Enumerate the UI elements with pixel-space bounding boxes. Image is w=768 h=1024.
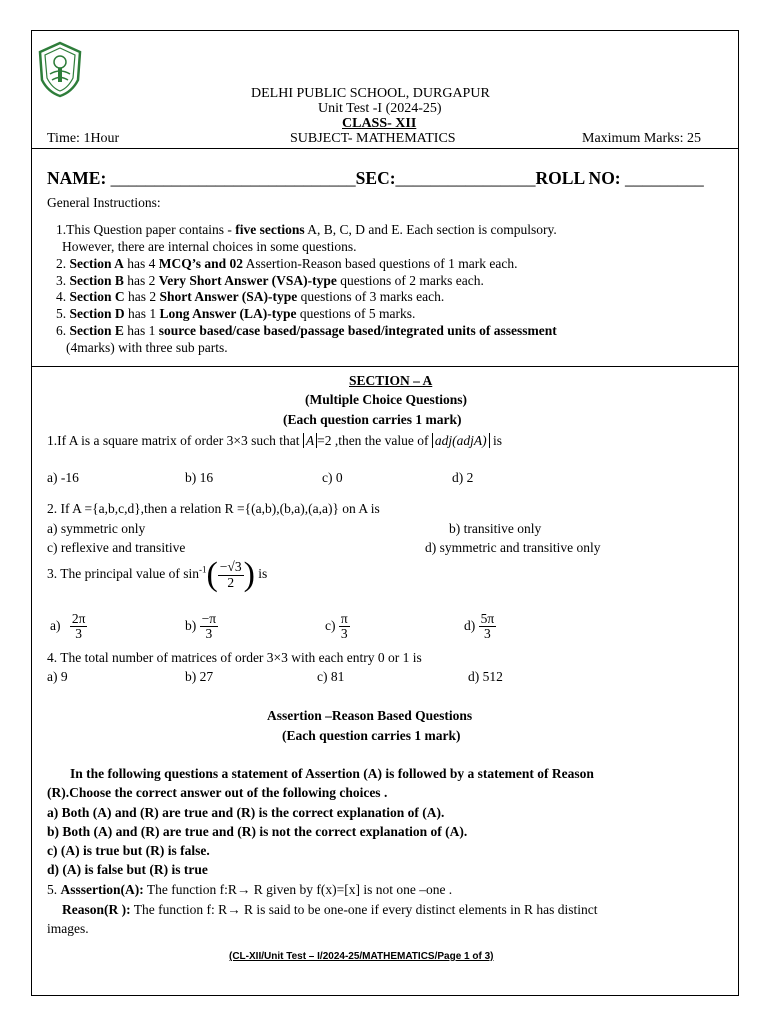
question-3: 3. The principal value of $\sin^{-1}$( $\frac{-√3}{2}$ ) is <box>47 556 268 593</box>
header-divider <box>31 148 739 149</box>
assertion-intro-2: (R).Choose the correct answer out of the following choices . <box>47 785 388 800</box>
q1-option-b: b) 16 <box>185 470 214 485</box>
instruction-3: 3. Section B has 2 Very Short Answer (VSA)-type questions of 2 marks each. <box>56 273 484 288</box>
sec-blank[interactable]: ________________ <box>395 168 536 188</box>
q2-option-a: a) symmetric only <box>47 521 146 536</box>
ar-option-b: b) Both (A) and (R) are true and (R) is not the correct explanation of (A). <box>47 824 468 839</box>
instruction-1: 1.This Question paper contains - five sections A, B, C, D and E. Each section is compulsory. <box>56 222 557 237</box>
time-label: Time: 1Hour <box>47 131 120 146</box>
q1-option-c: c) 0 <box>322 470 343 485</box>
name-label: NAME: <box>47 168 107 188</box>
sec-label: SEC: <box>355 168 396 188</box>
q3-option-a: a) $\frac{2\pi}{3}$ <box>50 611 86 642</box>
instruction-6: 6. Section E has 1 source based/case based/passage based/integrated units of assessment <box>56 323 557 338</box>
question-5-reason: Reason(R ): The function f: R→ R is said to be one-one if every distinct elements in R has distinct <box>62 902 598 917</box>
class-label: CLASS- XII <box>342 116 417 131</box>
assertion-title: Assertion –Reason Based Questions <box>267 708 473 723</box>
q2-option-c: c) reflexive and transitive <box>47 540 186 555</box>
q1-option-d: d) 2 <box>452 470 474 485</box>
assertion-marks: (Each question carries 1 mark) <box>282 728 461 743</box>
instruction-2: 2. Section A has 4 MCQ’s and 02 Assertion-Reason based questions of 1 mark each. <box>56 256 518 271</box>
max-marks-label: Maximum Marks: 25 <box>582 131 701 146</box>
school-name: DELHI PUBLIC SCHOOL, DURGAPUR <box>251 86 490 101</box>
q2-option-b: b) transitive only <box>449 521 542 536</box>
instruction-1-cont: However, there are internal choices in some questions. <box>62 239 357 254</box>
assertion-intro-1: In the following questions a statement of Assertion (A) is followed by a statement of Reason <box>70 766 594 781</box>
ar-option-c: c) (A) is true but (R) is false. <box>47 843 210 858</box>
q1-option-a: a) -16 <box>47 470 79 485</box>
q3-option-b: b) $\frac{-\pi}{3}$ <box>185 611 217 642</box>
student-fields <box>47 168 704 189</box>
q3-option-d: d) $\frac{5\pi}{3}$ <box>464 611 495 642</box>
question-5-assertion: 5. Asssertion(A): The function f:R→ R given by f(x)=[x] is not one –one . <box>47 882 453 897</box>
instruction-5: 5. Section D has 1 Long Answer (LA)-type questions of 5 marks. <box>56 306 416 321</box>
q4-option-d: d) 512 <box>468 669 503 684</box>
question-5-reason-cont: images. <box>47 921 89 936</box>
q4-option-c: c) 81 <box>317 669 345 684</box>
test-name: Unit Test -I (2024-25) <box>318 101 442 116</box>
name-blank[interactable]: ____________________________ <box>110 168 356 188</box>
section-a-marks: (Each question carries 1 mark) <box>283 412 462 427</box>
roll-label: ROLL NO: <box>535 168 621 188</box>
q4-option-a: a) 9 <box>47 669 68 684</box>
question-2: 2. If A ={a,b,c,d},then a relation R ={(a,b),(b,a),(a,a)} on A is <box>47 501 380 516</box>
question-1: 1.If A is a square matrix of order 3×3 such that A =2 ,then the value of adj(adjA) is <box>47 433 503 448</box>
ar-option-d: d) (A) is false but (R) is true <box>47 862 208 877</box>
q4-option-b: b) 27 <box>185 669 214 684</box>
ar-option-a: a) Both (A) and (R) are true and (R) is the correct explanation of (A). <box>47 805 445 820</box>
roll-blank[interactable]: _________ <box>625 168 704 188</box>
instructions-title: General Instructions: <box>47 195 161 210</box>
school-logo-icon <box>36 40 84 98</box>
section-a-subtitle: (Multiple Choice Questions) <box>305 392 467 407</box>
subject-label: SUBJECT- MATHEMATICS <box>290 131 456 146</box>
section-a-title: SECTION – A <box>349 373 433 388</box>
instruction-6-cont: (4marks) with three sub parts. <box>66 340 228 355</box>
q3-option-c: c) $\frac{\pi}{3}$ <box>325 611 348 642</box>
instruction-4: 4. Section C has 2 Short Answer (SA)-type questions of 3 marks each. <box>56 289 445 304</box>
question-4: 4. The total number of matrices of order 3×3 with each entry 0 or 1 is <box>47 650 422 665</box>
q2-option-d: d) symmetric and transitive only <box>425 540 601 555</box>
page-footer: (CL-XII/Unit Test – I/2024-25/MATHEMATICS/Page 1 of 3) <box>229 951 494 962</box>
instructions-divider <box>31 366 739 367</box>
